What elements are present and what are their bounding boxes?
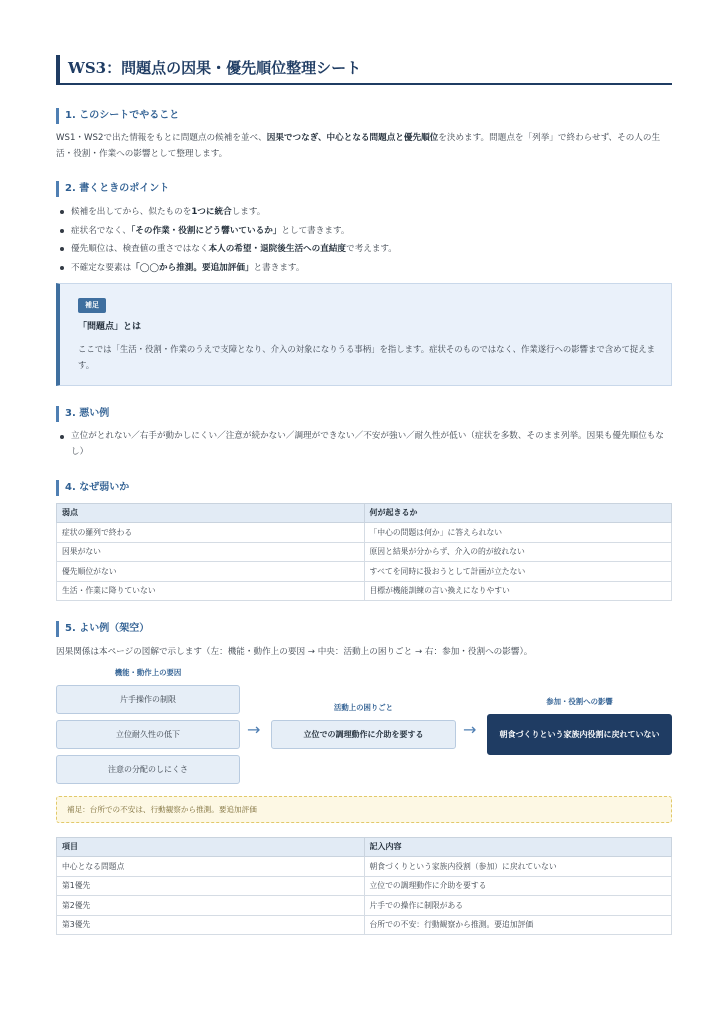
- purpose-text-part: を決めます。問題点を「列挙」で終わらせず、その人の生活・役割・作業への影響として整理します。: [56, 133, 661, 159]
- table-header-row: [57, 838, 672, 857]
- flow-participation-box: 朝食づくりという家族内役割に戻れていない: [487, 714, 672, 755]
- purpose-text: [56, 130, 672, 162]
- table-row: [57, 542, 672, 562]
- section-heading-weakness: 4. なぜ弱いか: [56, 480, 129, 496]
- table-row: [57, 523, 672, 543]
- purpose-text-part: WS1・WS2で出た情報をもとに問題点の候補を並べ、: [56, 133, 267, 143]
- flow-left-label: 機能・動作上の要因: [114, 668, 182, 677]
- list-item: 優先順位は、検査値の重さではなく本人の希望・退院後生活への直結度で考えます。: [56, 240, 672, 259]
- note-box: [56, 283, 672, 386]
- table-cell: 目標が機能訓練の言い換えになりやすい: [364, 581, 672, 601]
- table-cell: 原因と結果が分からず、介入の的が絞れない: [364, 542, 672, 562]
- note-text: ここでは「生活・役割・作業のうえで支障となり、介入の対象になりうる事柄」を指します。症状そのものではなく、作業遂行への影響まで含めて捉えます。: [78, 344, 656, 370]
- table-row: [57, 876, 672, 896]
- points-list: [56, 203, 672, 277]
- good-example-intro: 因果関係は本ページの図解で示します（左：機能・動作上の要因 → 中央：活動上の困りごと → 右：参加・役割への影響）。: [56, 647, 533, 657]
- table-cell: 第2優先: [57, 896, 365, 916]
- note-tag: 補足: [78, 298, 106, 313]
- supplement-note: 補足：台所での不安は、行動観察から推測。要追加評価: [56, 796, 672, 823]
- page-title: WS3：問題点の因果・優先順位整理シート: [56, 55, 672, 85]
- flow-activity-box: 立位での調理動作に介助を要する: [271, 720, 456, 749]
- table-cell: 朝食づくりという家族内役割（参加）に戻れていない: [364, 857, 672, 877]
- table-cell: 生活・作業に降りていない: [57, 581, 365, 601]
- table-cell: 第1優先: [57, 876, 365, 896]
- section-heading-bad-example: 3. 悪い例: [56, 406, 109, 422]
- table-row: [57, 896, 672, 916]
- flow-arrow-icon: →: [247, 720, 261, 739]
- section-heading-points: 2. 書くときのポイント: [56, 181, 169, 197]
- table-row: [57, 915, 672, 935]
- table-cell: 「中心の問題は何か」に答えられない: [364, 523, 672, 543]
- note-heading: 「問題点」とは: [78, 322, 142, 332]
- table-header: 弱点: [57, 504, 365, 523]
- table-header: 項目: [57, 838, 365, 857]
- flow-factor-box: 注意の分配のしにくさ: [56, 755, 240, 784]
- table-header-row: [57, 504, 672, 523]
- table-cell: 因果がない: [57, 542, 365, 562]
- list-item: 立位がとれない／右手が動かしにくい／注意が続かない／調理ができない／不安が強い／耐久性が低い（症状を多数、そのまま列挙。因果も優先順位もなし）: [56, 428, 672, 460]
- flow-factor-box: 立位耐久性の低下: [56, 720, 240, 749]
- table-cell: 優先順位がない: [57, 562, 365, 582]
- table-cell: 台所での不安：行動観察から推測。要追加評価: [364, 915, 672, 935]
- section-heading-purpose: 1. このシートでやること: [56, 108, 179, 124]
- table-cell: 中心となる問題点: [57, 857, 365, 877]
- table-cell: 立位での調理動作に介助を要する: [364, 876, 672, 896]
- table-row: [57, 562, 672, 582]
- table-row: [57, 581, 672, 601]
- table-cell: 症状の羅列で終わる: [57, 523, 365, 543]
- weakness-table: [56, 503, 672, 601]
- section-heading-good-example: 5. よい例（架空）: [56, 621, 149, 637]
- list-item: 不確定な要素は「◯◯から推測。要追加評価」と書きます。: [56, 259, 672, 278]
- table-cell: すべてを同時に扱おうとして計画が立たない: [364, 562, 672, 582]
- flow-mid-label: 活動上の困りごと: [333, 703, 394, 712]
- flow-factor-box: 片手操作の制限: [56, 685, 240, 714]
- list-item: 症状名でなく、「その作業・役割にどう響いているか」として書きます。: [56, 222, 672, 241]
- bad-example-list: [56, 428, 672, 460]
- table-header: 記入内容: [364, 838, 672, 857]
- flow-arrow-icon: →: [463, 720, 477, 739]
- list-item: 候補を出してから、似たものを1つに統合します。: [56, 203, 672, 222]
- table-row: [57, 857, 672, 877]
- table-cell: 片手での操作に制限がある: [364, 896, 672, 916]
- good-example-table: [56, 837, 672, 935]
- purpose-text-emphasis: 因果でつなぎ、中心となる問題点と優先順位: [266, 133, 439, 143]
- table-cell: 第3優先: [57, 915, 365, 935]
- flow-right-label: 参加・役割への影響: [546, 697, 613, 706]
- table-header: 何が起きるか: [364, 504, 672, 523]
